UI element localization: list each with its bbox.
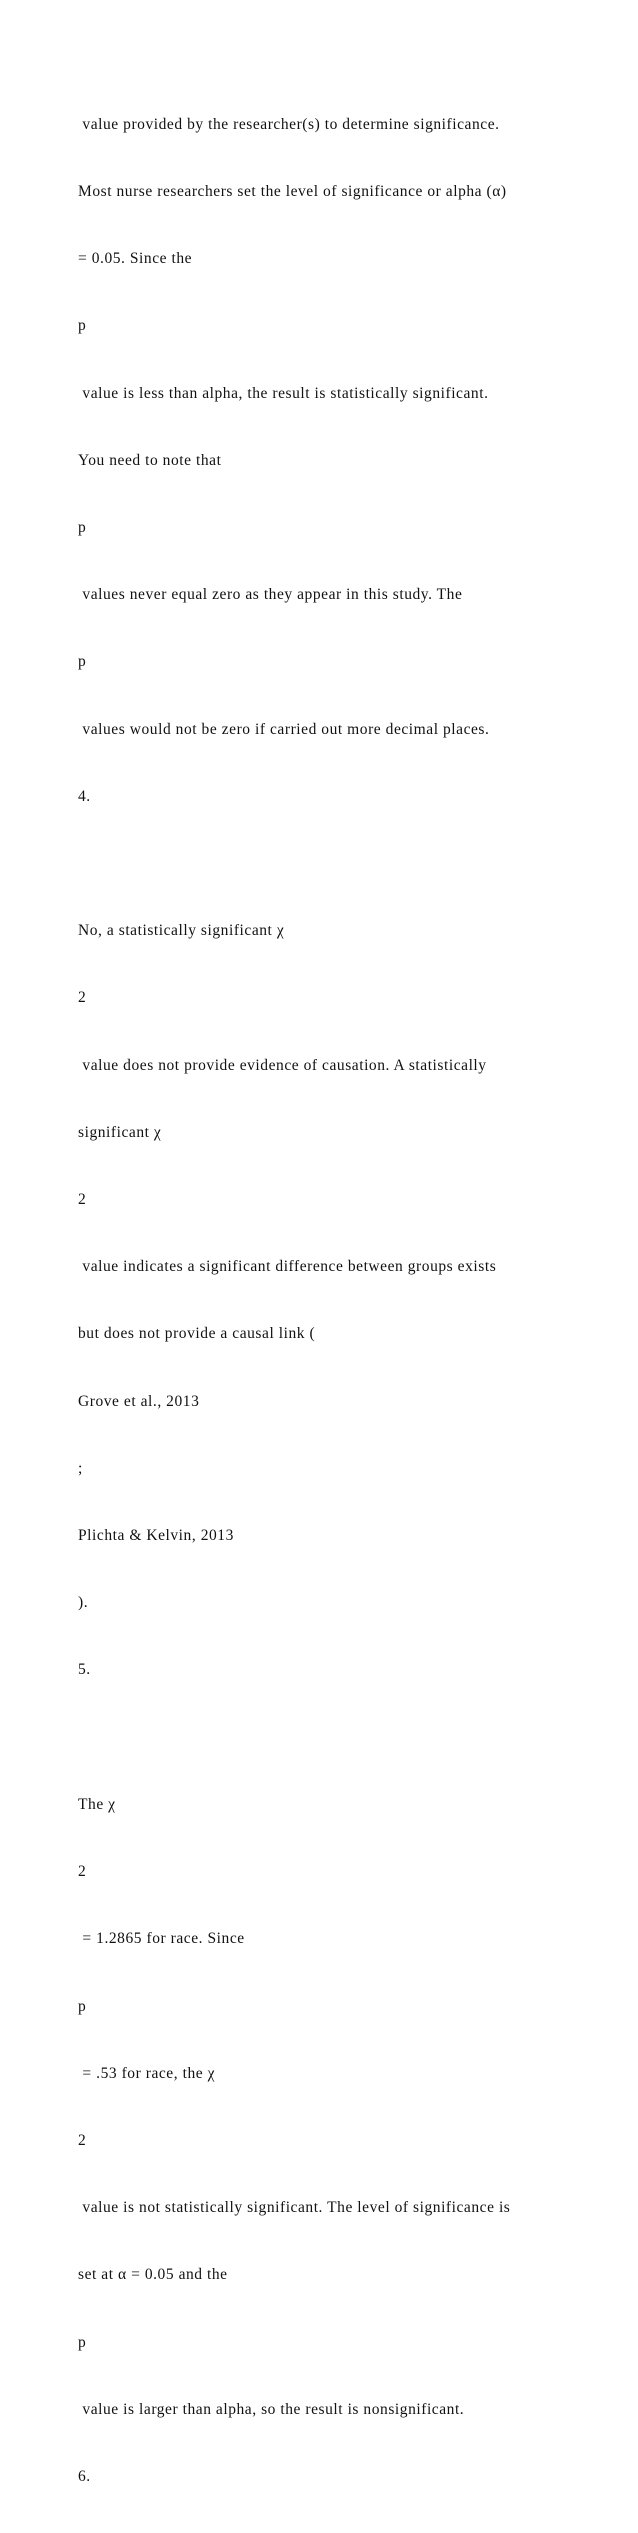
citation-line: Grove et al., 2013 [78, 1392, 200, 1410]
blank-line [78, 1727, 618, 1749]
blank-line [78, 853, 618, 875]
superscript-line: 2 [78, 2131, 87, 2149]
text-line: p [78, 317, 87, 335]
text-line: The χ [78, 1795, 116, 1813]
text-line: You need to note that [78, 451, 222, 469]
text-line: value is not statistically significant. The level of significance is [78, 2199, 511, 2217]
text-line: values would not be zero if carried out more decimal places. [78, 720, 490, 738]
text-line: ). [78, 1594, 89, 1612]
text-line: value indicates a significant difference between groups exists [78, 1258, 497, 1276]
text-line: No, a statistically significant χ [78, 922, 285, 940]
text-line: value is less than alpha, the result is statistically significant. [78, 384, 489, 402]
text-line: p [78, 653, 87, 671]
text-line: ; [78, 1459, 83, 1477]
text-line: Most nurse researchers set the level of significance or alpha (α) [78, 183, 507, 201]
citation-line: Plichta & Kelvin, 2013 [78, 1527, 234, 1545]
superscript-line: 2 [78, 1191, 87, 1209]
superscript-line: 2 [78, 1863, 87, 1881]
document-text [78, 69, 618, 2533]
text-line: = 0.05. Since the [78, 250, 193, 268]
text-line: = 1.2865 for race. Since [78, 1930, 245, 1948]
section-number: 5. [78, 1661, 91, 1679]
text-line: significant χ [78, 1123, 162, 1141]
text-line: set at α = 0.05 and the [78, 2266, 228, 2284]
text-line: values never equal zero as they appear in this study. The [78, 586, 463, 604]
text-line: value is larger than alpha, so the result is nonsignificant. [78, 2400, 465, 2418]
superscript-line: 2 [78, 989, 87, 1007]
section-number: 4. [78, 787, 91, 805]
text-line: p [78, 2333, 87, 2351]
text-line: but does not provide a causal link ( [78, 1325, 316, 1343]
section-number: 6. [78, 2467, 91, 2485]
text-line: p [78, 519, 87, 537]
text-line: value does not provide evidence of causation. A statistically [78, 1056, 487, 1074]
text-line: p [78, 1997, 87, 2015]
text-line: = .53 for race, the χ [78, 2064, 216, 2082]
text-line: value provided by the researcher(s) to determine significance. [78, 115, 500, 133]
